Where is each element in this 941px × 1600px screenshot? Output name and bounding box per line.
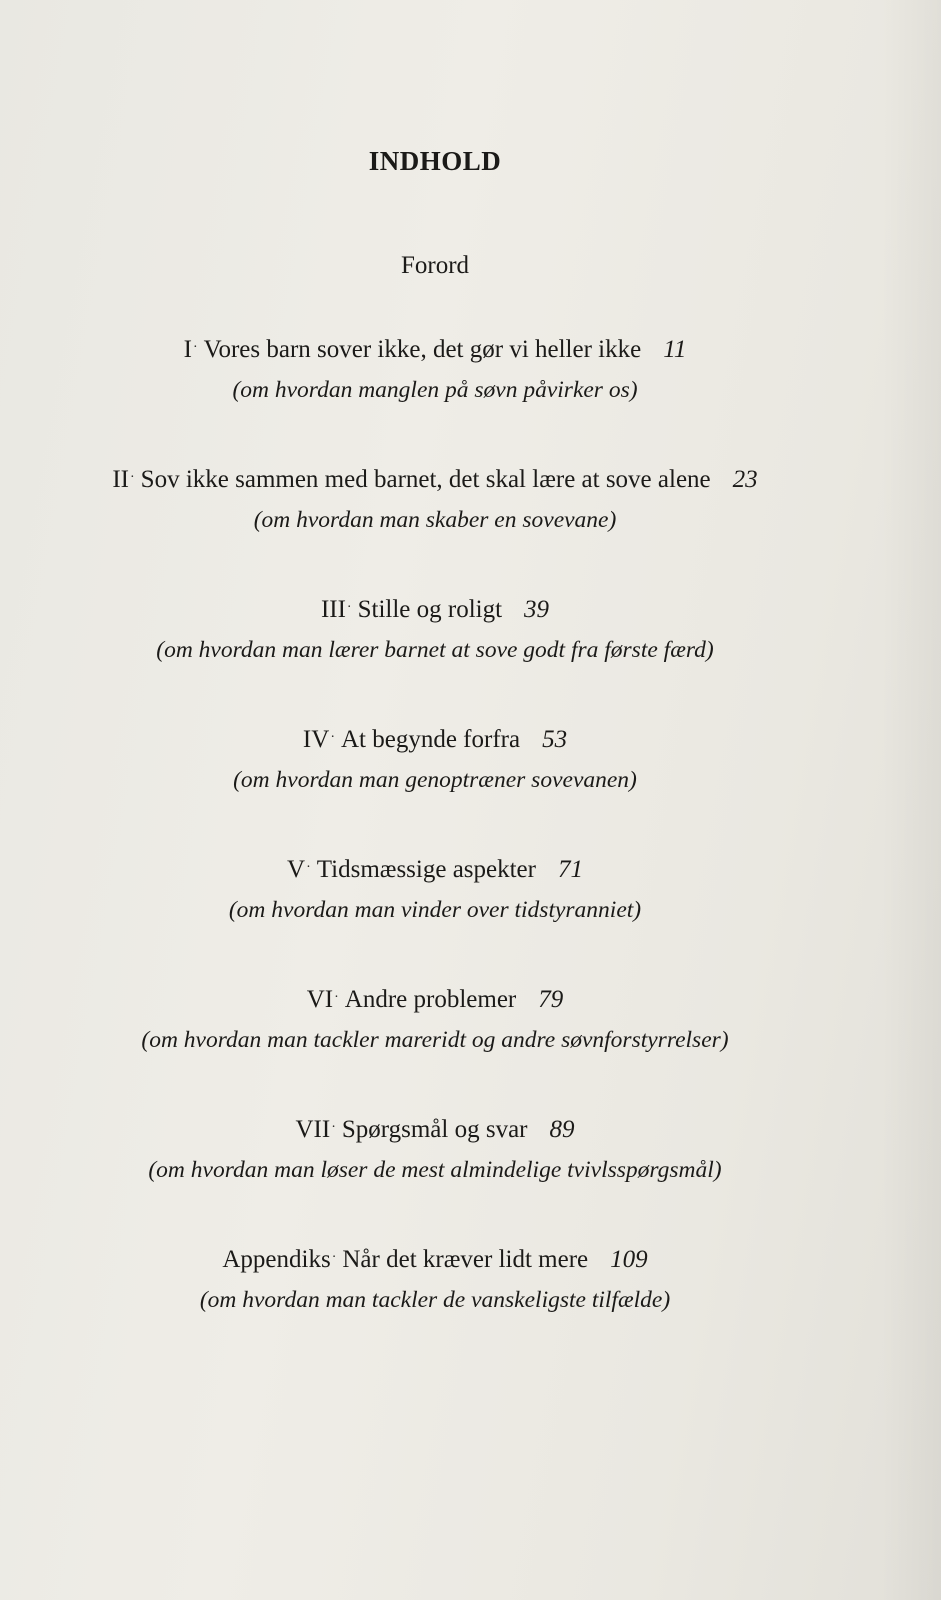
toc-entry bbox=[0, 330, 870, 460]
chapter-title: Stille og roligt bbox=[357, 596, 503, 623]
chapter-title: Tidsmæssige aspekter bbox=[316, 856, 536, 883]
chapter-title: Når det kræver lidt mere bbox=[342, 1246, 589, 1273]
toc-entry bbox=[0, 1240, 870, 1370]
chapter-numeral: III · bbox=[321, 596, 352, 623]
entry-line bbox=[0, 980, 870, 1018]
toc-entry bbox=[0, 1110, 870, 1240]
chapter-numeral: II · bbox=[112, 466, 134, 493]
chapter-numeral: VI · bbox=[307, 986, 339, 1013]
page-number: 79 bbox=[538, 986, 564, 1013]
chapter-subtitle: (om hvordan man vinder over tidstyranniet) bbox=[228, 897, 642, 923]
page-number: 39 bbox=[524, 596, 550, 623]
chapter-subtitle: (om hvordan man tackler de vanskeligste tilfælde) bbox=[199, 1287, 671, 1313]
toc-entry bbox=[0, 460, 870, 590]
toc-entry bbox=[0, 720, 870, 850]
page-number: 109 bbox=[610, 1246, 648, 1273]
page-number: 23 bbox=[732, 466, 758, 493]
chapter-title: Vores barn sover ikke, det gør vi heller ikke bbox=[203, 336, 642, 363]
chapter-subtitle: (om hvordan man tackler mareridt og andre søvnforstyrrelser) bbox=[141, 1027, 729, 1053]
page-number: 89 bbox=[549, 1116, 575, 1143]
chapter-subtitle: (om hvordan manglen på søvn påvirker os) bbox=[232, 377, 638, 403]
entry-line bbox=[0, 1110, 870, 1148]
chapter-numeral: Appendiks · bbox=[222, 1246, 336, 1273]
chapter-subtitle: (om hvordan man lærer barnet at sove godt fra første færd) bbox=[156, 637, 714, 663]
chapter-subtitle: (om hvordan man genoptræner sovevanen) bbox=[233, 767, 637, 793]
chapter-numeral: IV · bbox=[303, 726, 335, 753]
chapter-numeral: I · bbox=[184, 336, 198, 363]
entry-line bbox=[0, 850, 870, 888]
entry-line bbox=[0, 460, 870, 498]
entry-line bbox=[0, 1240, 870, 1278]
page-number: 53 bbox=[542, 726, 568, 753]
contents-heading: INDHOLD bbox=[368, 146, 502, 176]
chapter-numeral: VII · bbox=[295, 1116, 335, 1143]
page-number: 11 bbox=[663, 336, 687, 363]
toc-entry bbox=[0, 850, 870, 980]
entry-line bbox=[0, 330, 870, 368]
table-of-contents bbox=[0, 330, 870, 1370]
chapter-title: Spørgsmål og svar bbox=[341, 1116, 528, 1143]
chapter-title: At begynde forfra bbox=[340, 726, 521, 753]
chapter-title: Andre problemer bbox=[344, 986, 517, 1013]
chapter-subtitle: (om hvordan man skaber en sovevane) bbox=[253, 507, 617, 533]
entry-line bbox=[0, 720, 870, 758]
entry-line bbox=[0, 590, 870, 628]
toc-entry bbox=[0, 590, 870, 720]
toc-entry bbox=[0, 980, 870, 1110]
page-number: 71 bbox=[557, 856, 583, 883]
chapter-subtitle: (om hvordan man løser de mest almindelige tvivlsspørgsmål) bbox=[148, 1157, 722, 1183]
foreword-entry: Forord bbox=[400, 252, 470, 279]
chapter-title: Sov ikke sammen med barnet, det skal lære at sove alene bbox=[140, 466, 711, 493]
chapter-numeral: V · bbox=[287, 856, 311, 883]
